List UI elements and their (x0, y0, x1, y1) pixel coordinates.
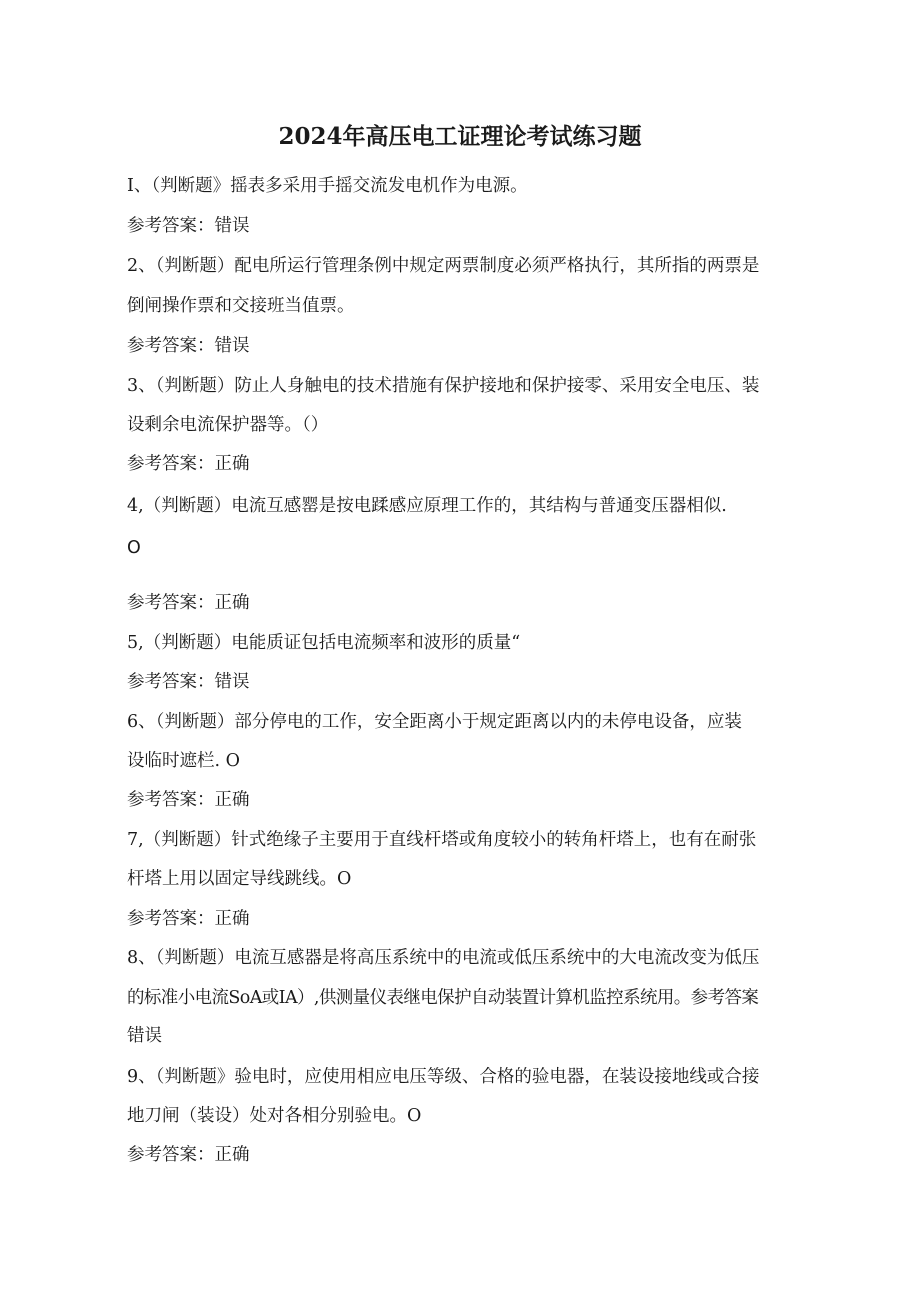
question-4-line-2: O (127, 538, 141, 558)
answer-4: 参考答案：正确 (127, 593, 250, 613)
question-7-line-2: 杆塔上用以固定导线跳线。O (127, 869, 352, 889)
question-7-line-1: 7,（判断题）针式绝缘子主要用于直线杆塔或角度较小的转角杆塔上，也有在耐张 (127, 830, 757, 850)
answer-9: 参考答案：正确 (127, 1145, 250, 1165)
question-2-line-2: 倒闸操作票和交接班当值票。 (127, 296, 355, 316)
document-title: 2024年高压电工证理论考试练习题 (278, 123, 642, 150)
question-9-line-2: 地刀闸（装设）处对各相分别验电。O (127, 1106, 422, 1126)
answer-5: 参考答案：错误 (127, 672, 250, 692)
question-5-line-1: 5,（判断题）电能质证包括电流频率和波形的质量“ (127, 633, 521, 653)
question-3-line-2: 设剩余电流保护器等。（） (127, 415, 329, 435)
question-9-line-1: 9、（判断题》验电时，应使用相应电压等级、合格的验电器，在装设接地线或合接 (127, 1067, 760, 1087)
answer-6: 参考答案：正确 (127, 790, 250, 810)
question-8-line-1: 8、（判断题）电流互感器是将高压系统中的电流或低压系统中的大电流改变为低压 (127, 948, 760, 968)
question-3-line-1: 3、（判断题）防止人身触电的技术措施有保护接地和保护接零、采用安全电压、装 (127, 376, 760, 396)
question-1-line-1: I、（判断题》摇表多采用手摇交流发电机作为电源。 (127, 176, 528, 196)
answer-7: 参考答案：正确 (127, 909, 250, 929)
answer-1: 参考答案：错误 (127, 216, 250, 236)
question-8-line-2: 的标准小电流SoA或IA）,供测量仪表继电保护自动装置计算机监控系统用。参考答案 (127, 988, 759, 1008)
answer-2: 参考答案：错误 (127, 336, 250, 356)
question-2-line-1: 2、（判断题）配电所运行管理条例中规定两票制度必须严格执行，其所指的两票是 (127, 256, 760, 276)
answer-8: 错误 (127, 1026, 162, 1046)
answer-3: 参考答案：正确 (127, 454, 250, 474)
question-6-line-2: 设临时遮栏. O (127, 751, 240, 771)
question-6-line-1: 6、（判断题）部分停电的工作，安全距离小于规定距离以内的未停电设备，应装 (127, 712, 742, 732)
question-4-line-1: 4,（判断题）电流互感罂是按电蹂感应原理工作的，其结构与普通变压器相似. (127, 496, 727, 516)
